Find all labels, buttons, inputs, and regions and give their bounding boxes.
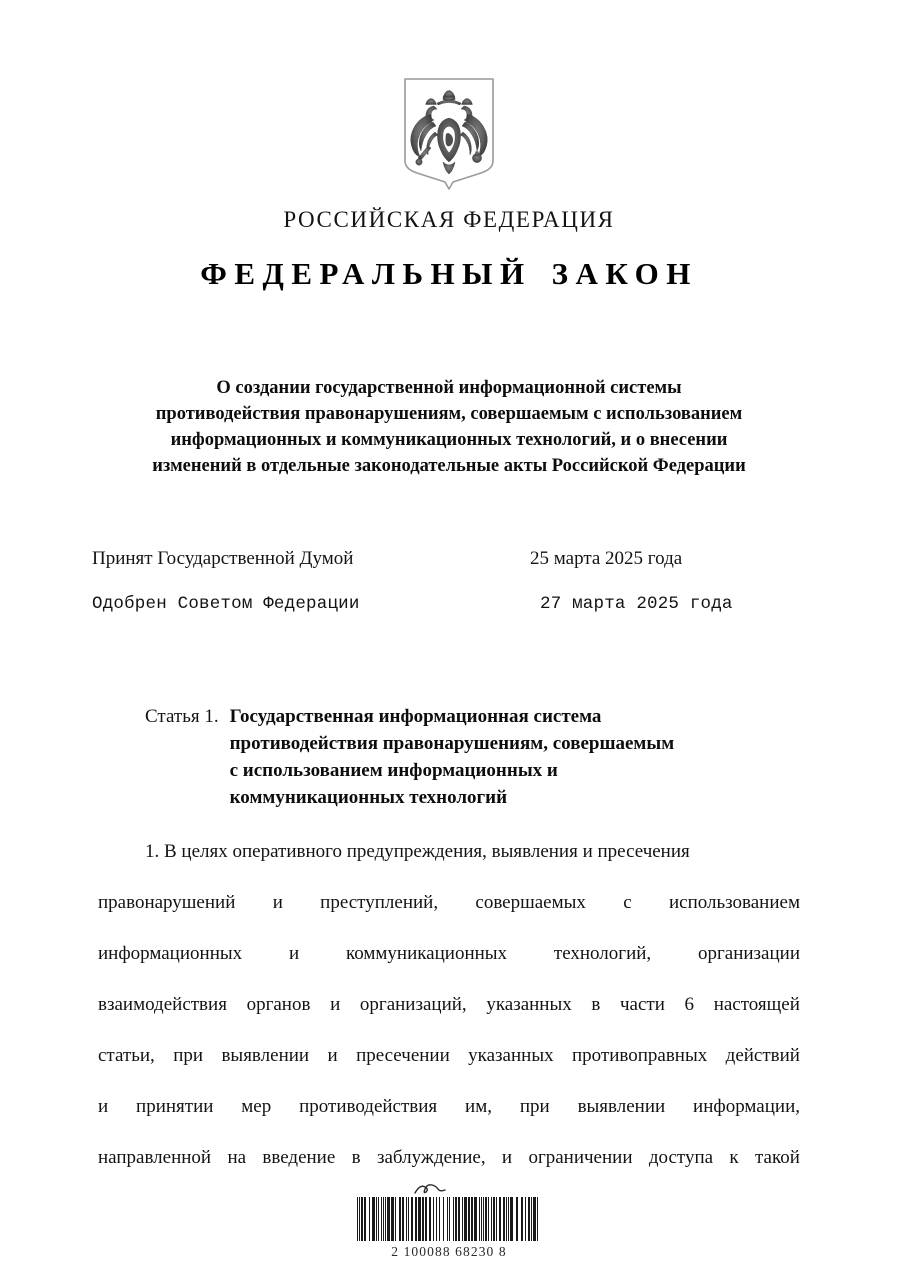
article-title-line: Государственная информационная система <box>229 706 602 727</box>
body-word: ограничении <box>528 1147 633 1168</box>
body-word: при <box>519 1096 550 1117</box>
article-title-line: коммуникационных технологий <box>229 787 508 808</box>
body-word: такой <box>755 1147 800 1168</box>
body-line <box>98 1081 800 1132</box>
title-block <box>0 207 898 291</box>
russian-coat-of-arms-icon <box>401 76 497 194</box>
article-title-line: с использованием информационных и <box>229 760 558 781</box>
body-word: 6 <box>684 994 695 1015</box>
body-word: части <box>620 994 665 1015</box>
body-word: пресечении <box>356 1045 450 1066</box>
body-word: и <box>98 1096 109 1117</box>
article-title-line: противодействия правонарушениям, совершаемым <box>229 733 675 754</box>
body-word: принятии <box>136 1096 214 1117</box>
body-word: информационных <box>98 943 243 964</box>
body-word: к <box>729 1147 739 1168</box>
body-line <box>98 877 800 928</box>
body-word: преступлений, <box>320 892 439 913</box>
body-word: настоящей <box>713 994 800 1015</box>
adoption-authority: Одобрен Советом Федерации <box>92 594 360 614</box>
page-title <box>0 257 898 291</box>
body-word: информации, <box>693 1096 800 1117</box>
adoption-block <box>92 548 806 640</box>
body-word: взаимодействия <box>98 994 227 1015</box>
article-number: Статья 1. <box>145 706 219 727</box>
adoption-row-federation-council <box>92 594 806 640</box>
body-word: и <box>288 943 300 964</box>
body-word: с <box>623 892 632 913</box>
body-word: действий <box>725 1045 800 1066</box>
body-word: и <box>330 994 341 1015</box>
law-title-word-2: ЗАКОН <box>551 256 698 292</box>
subtitle-line: противодействия правонарушениям, совершаемым с использованием <box>155 404 743 424</box>
law-title-word-1: ФЕДЕРАЛЬНЫЙ <box>200 256 532 292</box>
subtitle-line: изменений в отдельные законодательные акты Российской Федерации <box>152 456 746 476</box>
adoption-date: 25 марта 2025 года <box>530 548 683 569</box>
subtitle-line: информационных и коммуникационных технологий, и о внесении <box>170 430 728 450</box>
body-line <box>98 928 800 979</box>
barcode-area <box>0 1182 898 1260</box>
subtitle-line: О создании государственной информационной системы <box>216 378 682 398</box>
body-word: организации <box>697 943 800 964</box>
body-word: им, <box>465 1096 492 1117</box>
body-word: выявлении <box>221 1045 310 1066</box>
body-word: и <box>501 1147 513 1168</box>
body-word: доступа <box>648 1147 714 1168</box>
body-word: статьи, <box>98 1045 155 1066</box>
body-word: организаций, <box>359 994 467 1015</box>
body-line: 1. В целях оперативного предупреждения, выявления и пресечения <box>145 841 690 862</box>
barcode-number: 2 100088 68230 8 <box>391 1244 507 1259</box>
body-word: при <box>173 1045 204 1066</box>
body-word: технологий, <box>553 943 652 964</box>
barcode-gap <box>538 1197 541 1241</box>
body-word: в <box>591 994 601 1015</box>
adoption-date: 27 марта 2025 года <box>540 594 733 614</box>
barcode-icon <box>357 1197 541 1241</box>
law-subtitle <box>95 375 803 479</box>
body-word: органов <box>246 994 311 1015</box>
body-line <box>98 979 800 1030</box>
body-word: заблуждение, <box>376 1147 486 1168</box>
body-word: и <box>272 892 283 913</box>
body-word: противодействия <box>299 1096 438 1117</box>
body-word: направленной <box>98 1147 212 1168</box>
article-heading <box>145 703 805 811</box>
body-word: и <box>327 1045 338 1066</box>
body-word: правонарушений <box>98 892 236 913</box>
body-word: использованием <box>668 892 800 913</box>
body-word: указанных <box>468 1045 554 1066</box>
emblem-container <box>0 76 898 194</box>
body-word: коммуникационных <box>345 943 508 964</box>
body-word: мер <box>241 1096 272 1117</box>
adoption-authority: Принят Государственной Думой <box>92 548 354 569</box>
adoption-row-duma <box>92 548 806 594</box>
body-line <box>98 1132 800 1183</box>
article-title <box>230 703 805 811</box>
country-title: РОССИЙСКАЯ ФЕДЕРАЦИЯ <box>283 207 615 232</box>
body-word: в <box>351 1147 361 1168</box>
body-word: совершаемых <box>475 892 586 913</box>
body-word: указанных <box>486 994 572 1015</box>
body-word: на <box>227 1147 247 1168</box>
body-word: противоправных <box>572 1045 708 1066</box>
body-line <box>98 1030 800 1081</box>
body-word: введение <box>262 1147 336 1168</box>
article-body <box>98 826 800 1183</box>
handwritten-mark-icon <box>413 1182 447 1196</box>
body-word: выявлении <box>577 1096 666 1117</box>
